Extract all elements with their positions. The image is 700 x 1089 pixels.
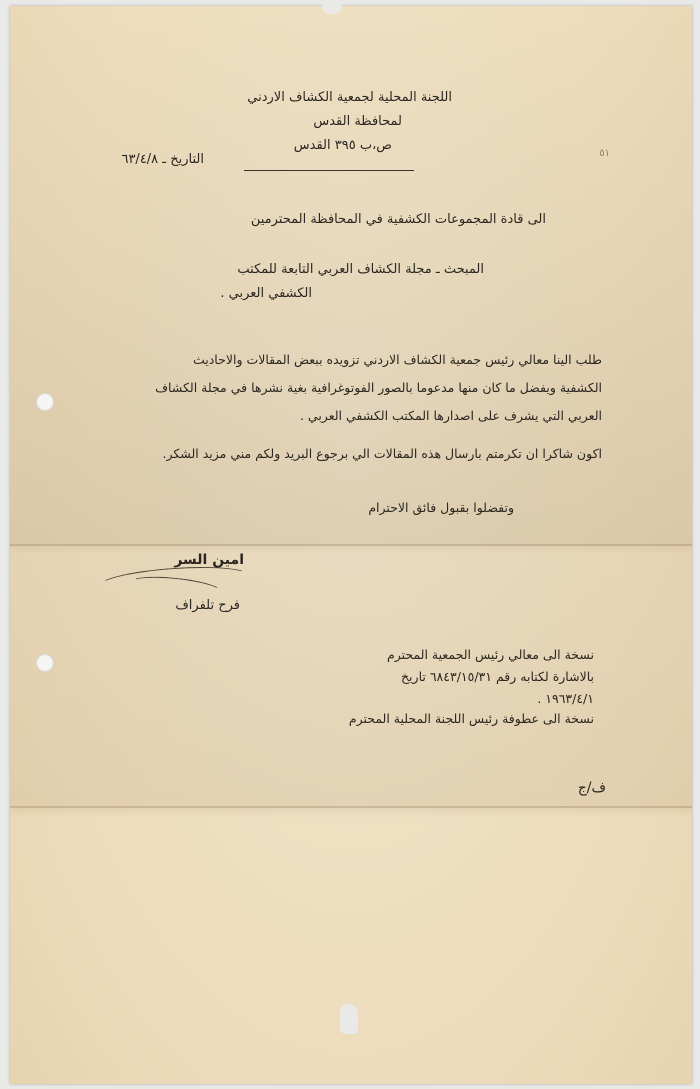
corner-mark: ٥١ xyxy=(599,148,610,159)
signatory-title: امين السر xyxy=(174,552,244,568)
body-line: طلب الينا معالي رئيس جمعية الكشاف الاردني تزويده ببعض المقالات والاحاديث xyxy=(192,352,602,367)
body-line: اكون شاكرا ان تكرمتم بارسال هذه المقالات الي برجوع البريد ولكم مني مزيد الشكر. xyxy=(162,446,602,461)
po-box: ص،ب ٣٩٥ القدس xyxy=(293,138,392,153)
letter-date: التاريخ ـ ٦٣/٤/٨ xyxy=(121,152,204,167)
typist-initials: ف/ج xyxy=(577,780,606,796)
body-line: الكشفية ويفضل ما كان منها مدعوما بالصور الفوتوغرافية بغية نشرها في مجلة الكشاف xyxy=(155,380,602,395)
org-region: لمحافظة القدس xyxy=(313,114,402,129)
fold-line xyxy=(10,544,692,546)
header-underline xyxy=(244,170,414,171)
letter-paper xyxy=(10,6,692,1084)
paper-tear xyxy=(322,0,342,14)
fold-line xyxy=(10,806,692,808)
paper-tear xyxy=(340,1004,358,1034)
copy-line: ١٩٦٣/٤/١ . xyxy=(537,691,594,706)
signatory-name: فرح تلفراف xyxy=(175,598,240,613)
subject-line-2: الكشفي العربي . xyxy=(220,286,312,301)
closing-line: وتفضلوا بقبول فائق الاحترام xyxy=(368,500,514,515)
recipient-line: الى قادة المجموعات الكشفية في المحافظة المحترمين xyxy=(250,212,546,227)
punch-hole xyxy=(36,393,54,411)
body-line: العربي التي يشرف على اصدارها المكتب الكشفي العربي . xyxy=(299,408,602,423)
copy-line: بالاشارة لكتابه رقم ٦٨٤٣/١٥/٣١ تاريخ xyxy=(400,669,594,684)
subject-line-1: المبحث ـ مجلة الكشاف العربي التابعة للمكتب xyxy=(237,262,484,277)
copy-line: نسخة الى معالي رئيس الجمعية المحترم xyxy=(386,647,594,662)
punch-hole xyxy=(36,654,54,672)
org-name: اللجنة المحلية لجمعية الكشاف الاردني xyxy=(247,90,452,105)
copy-line: نسخة الى عطوفة رئيس اللجنة المحلية المحترم xyxy=(348,711,594,726)
